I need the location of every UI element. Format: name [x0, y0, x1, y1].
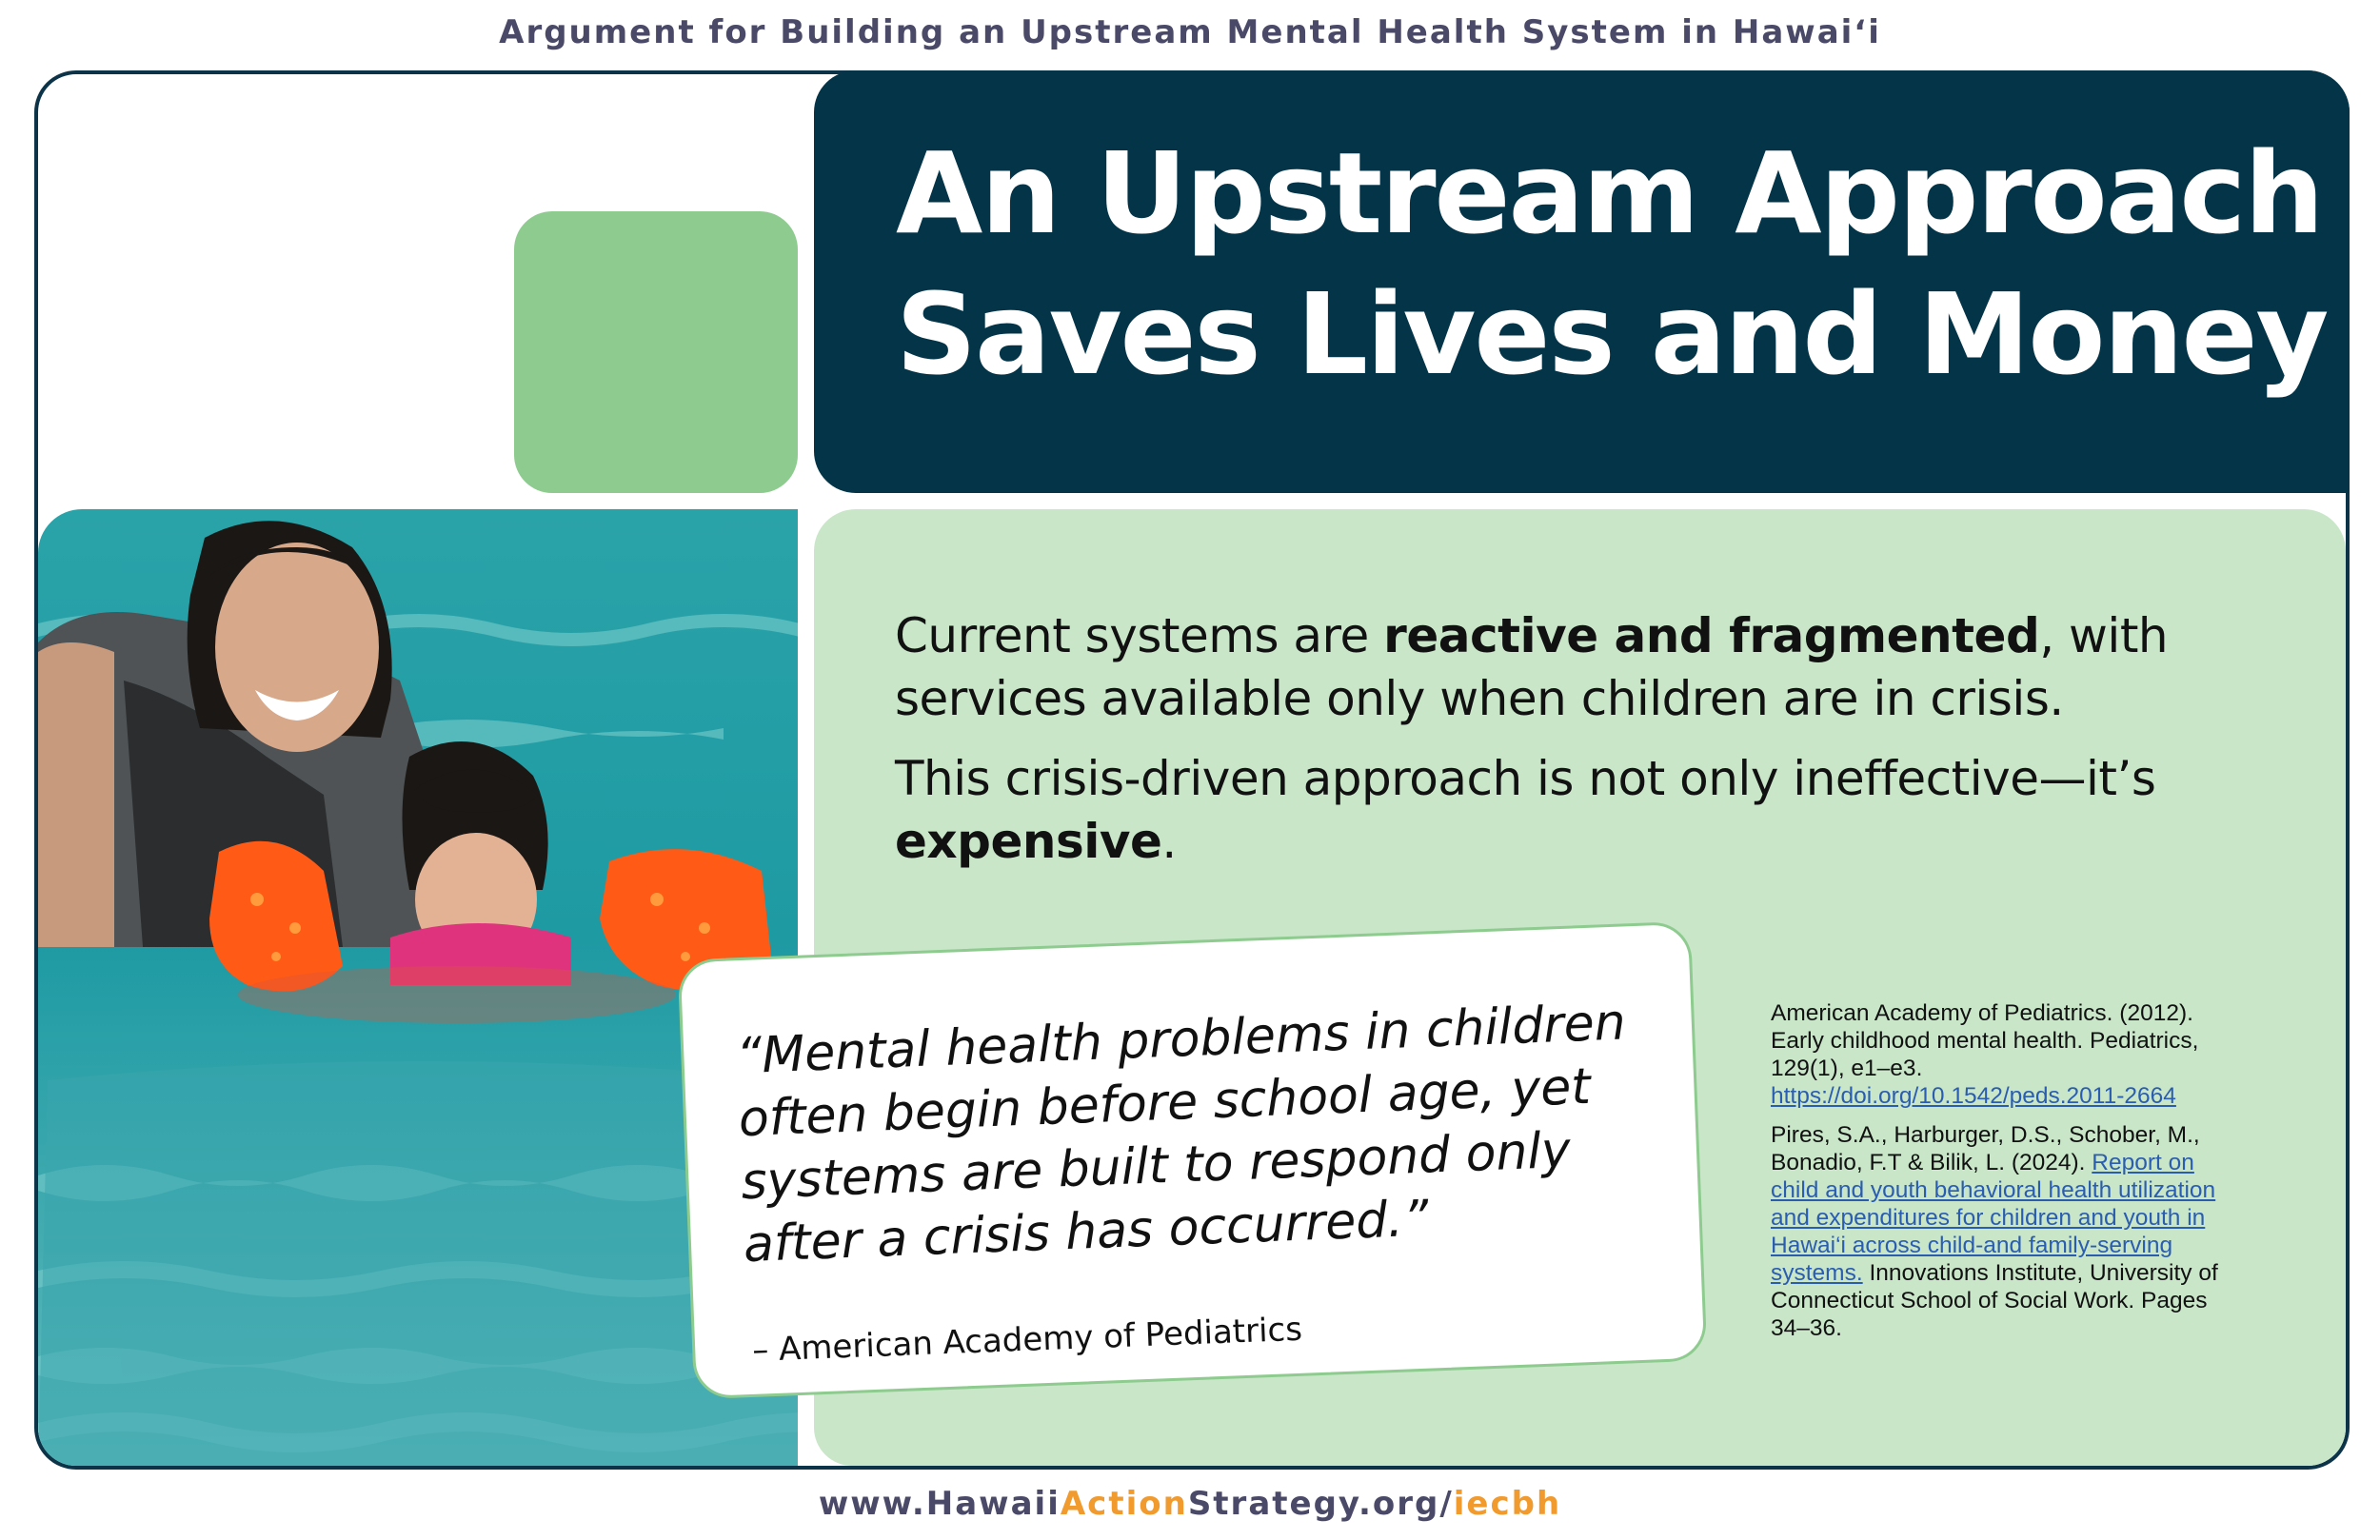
footer-url-part-4: iecbh: [1453, 1485, 1562, 1523]
reference-2-text: Pires, S.A., Harburger, D.S., Schober, M., Bonadio, F.T & Bilik, L. (2024).: [1771, 1122, 2200, 1175]
page-subtitle: Argument for Building an Upstream Mental Health System in Hawai‘i: [499, 13, 1881, 51]
paragraph-reactive-systems: [895, 604, 2228, 730]
title-line-2: Saves Lives and Money: [896, 268, 2328, 400]
footer-url[interactable]: [0, 1485, 2380, 1523]
p2-bold: expensive: [895, 814, 1162, 869]
quote-text: “Mental health problems in children often begin before school age, yet systems are built to respond only after a crisis has occurred.”: [735, 994, 1627, 1274]
reference-2: [1771, 1121, 2247, 1342]
quote-attribution: – American Academy of Pediatrics: [751, 1310, 1303, 1370]
p2-text: This crisis-driven approach is not only ineffective—it’s: [895, 751, 2156, 806]
footer-url-part-1: www.Hawaii: [818, 1485, 1061, 1523]
reference-1: [1771, 999, 2247, 1110]
title-line-1: An Upstream Approach: [896, 128, 2323, 259]
footer-url-part-3: Strategy.org/: [1187, 1485, 1454, 1523]
reference-2-after: Innovations Institute, University of Connecticut School of Social Work. Pages 34–36.: [1771, 1260, 2218, 1341]
references: [1771, 999, 2247, 1353]
p1-text-end: , with services available only when children are in crisis.: [895, 608, 2169, 726]
reference-1-link[interactable]: https://doi.org/10.1542/peds.2011-2664: [1771, 1083, 2176, 1109]
title-panel: [814, 70, 2350, 493]
quote-card: [678, 921, 1708, 1400]
reference-2-link[interactable]: Report on child and youth behavioral health utilization and expenditures for children and youth in Hawai‘i across child-and family-serving systems.: [1771, 1150, 2216, 1286]
p1-bold: reactive and fragmented: [1383, 608, 2040, 663]
footer-url-part-2: Action: [1060, 1485, 1188, 1523]
p2-text-end: .: [1161, 814, 1177, 869]
decorative-green-square: [514, 211, 798, 493]
paragraph-crisis-approach: [895, 747, 2228, 873]
reference-1-text: American Academy of Pediatrics. (2012). Early childhood mental health. Pediatrics, 129(1), e1–e3.: [1771, 1000, 2199, 1081]
p1-text: Current systems are: [895, 608, 1384, 663]
